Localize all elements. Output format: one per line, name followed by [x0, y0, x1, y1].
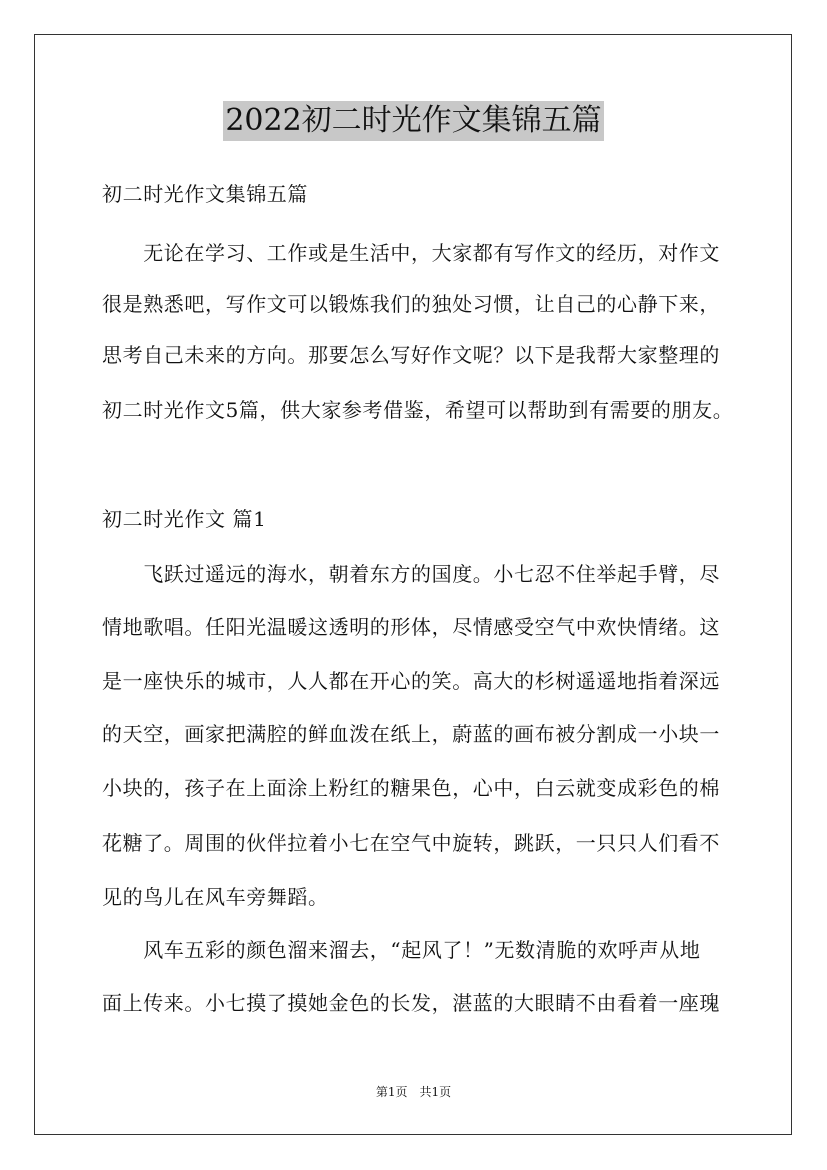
intro-line: 很是熟悉吧，写作文可以锻炼我们的独处习惯，让自己的心静下来，: [102, 292, 720, 316]
paragraph-line: 飞跃过遥远的海水，朝着东方的国度。小七忍不住举起手臂，尽: [102, 562, 720, 586]
title-container: [0, 101, 827, 141]
paragraph-line: 的天空，画家把满腔的鲜血泼在纸上，蔚蓝的画布被分割成一小块一: [102, 722, 720, 746]
paragraph-line: 小块的，孩子在上面涂上粉红的糖果色，心中，白云就变成彩色的棉: [102, 776, 720, 800]
paragraph-line: 见的鸟儿在风车旁舞蹈。: [102, 885, 329, 909]
paragraph-line: 风车五彩的颜色溜来溜去，“起风了！”无数清脆的欢呼声从地: [102, 938, 701, 962]
paragraph-line: 情地歌唱。任阳光温暖这透明的形体，尽情感受空气中欢快情绪。这: [102, 615, 720, 639]
document-heading: 初二时光作文集锦五篇: [102, 182, 308, 206]
intro-line: 无论在学习、工作或是生活中，大家都有写作文的经历，对作文: [102, 241, 720, 265]
page-footer: 第1页 共1页: [375, 1085, 452, 1099]
paragraph-line: 花糖了。周围的伙伴拉着小七在空气中旋转，跳跃，一只只人们看不: [102, 831, 720, 855]
paragraph-line: 面上传来。小七摸了摸她金色的长发，湛蓝的大眼睛不由看着一座瑰: [102, 991, 720, 1015]
paragraph-line: 是一座快乐的城市，人人都在开心的笑。高大的杉树遥遥地指着深远: [102, 669, 720, 693]
section-heading: 初二时光作文 篇1: [102, 507, 267, 531]
document-title: 2022初二时光作文集锦五篇: [223, 101, 603, 141]
intro-line: 初二时光作文5篇，供大家参考借鉴，希望可以帮助到有需要的朋友。: [102, 398, 734, 422]
intro-line: 思考自己未来的方向。那要怎么写好作文呢？以下是我帮大家整理的: [102, 343, 720, 367]
